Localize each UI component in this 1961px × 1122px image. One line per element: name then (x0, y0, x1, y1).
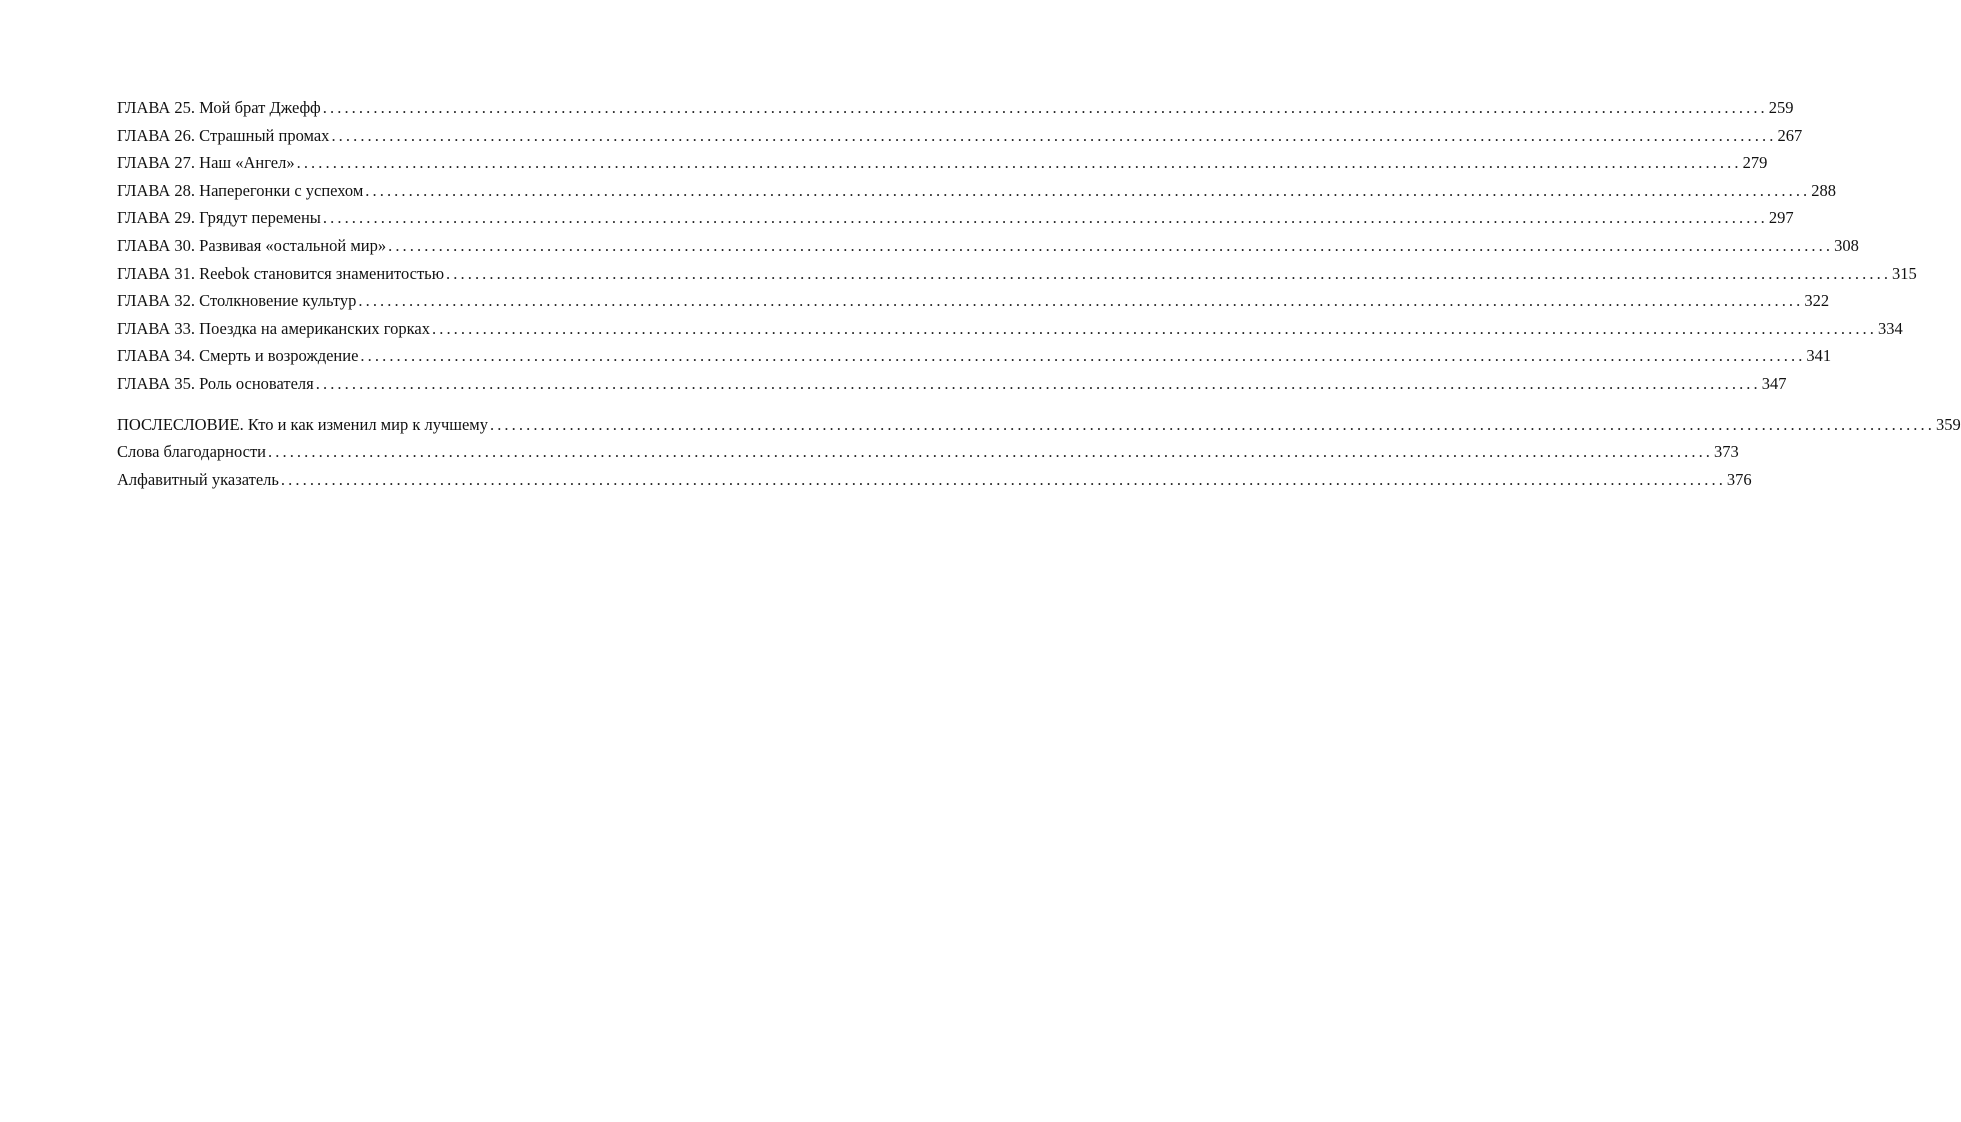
dot-leader: ........................................................................................................................................................................................................ (315, 373, 1761, 393)
dot-leader: ........................................................................................................................................................................................................ (360, 346, 1806, 366)
toc-entry-chapter-29 (117, 204, 1794, 232)
toc-entry-index (117, 466, 1752, 494)
toc-entry-acknowledgements (117, 438, 1739, 466)
toc-entry-title: ГЛАВА 27. Наш «Ангел» (117, 153, 295, 173)
toc-entry-title: ГЛАВА 34. Смерть и возрождение (117, 346, 359, 366)
dot-leader: ........................................................................................................................................................................................................ (489, 414, 1935, 434)
toc-entry-page: 315 (1892, 263, 1917, 283)
toc-entry-page: 288 (1811, 180, 1837, 200)
back-matter-list (117, 411, 1961, 494)
toc-entry-chapter-28 (117, 177, 1837, 205)
toc-entry-page: 297 (1768, 208, 1794, 228)
toc-entry-chapter-33 (117, 315, 1903, 343)
dot-leader: ........................................................................................................................................................................................................ (322, 98, 1768, 117)
toc-entry-title: ПОСЛЕСЛОВИЕ. Кто и как изменил мир к лучшему (117, 414, 488, 434)
toc-entry-chapter-30 (117, 232, 1859, 260)
toc-entry-title: ГЛАВА 31. Reebok становится знаменитостью (117, 263, 445, 283)
toc-entry-title: ГЛАВА 28. Наперегонки с успехом (117, 180, 364, 200)
dot-leader: ........................................................................................................................................................................................................ (365, 180, 1811, 200)
toc-entry-page: 359 (1935, 414, 1961, 434)
toc-entry-page: 308 (1834, 235, 1859, 255)
toc-entry-title: ГЛАВА 25. Мой брат Джефф (117, 98, 321, 117)
toc-entry-page: 334 (1878, 318, 1903, 338)
toc-entry-chapter-32 (117, 287, 1830, 315)
toc-entry-chapter-27 (117, 149, 1768, 177)
dot-leader: ........................................................................................................................................................................................................ (296, 153, 1742, 173)
dot-leader: ........................................................................................................................................................................................................ (322, 208, 1768, 228)
toc-entry-page: 279 (1742, 153, 1768, 173)
toc-entry-title: Слова благодарности (117, 442, 267, 462)
toc-entry-page: 341 (1806, 346, 1832, 366)
dot-leader: ........................................................................................................................................................................................................ (446, 263, 1892, 283)
toc-entry-title: ГЛАВА 29. Грядут перемены (117, 208, 321, 228)
toc-entry-title: Алфавитный указатель (117, 469, 279, 489)
toc-entry-page: 267 (1777, 125, 1803, 145)
toc-entry-page: 347 (1761, 373, 1787, 393)
dot-leader: ........................................................................................................................................................................................................ (331, 125, 1777, 145)
toc-entry-title: ГЛАВА 32. Столкновение культур (117, 291, 357, 311)
toc-entry-page: 373 (1714, 442, 1739, 462)
toc-entry-title: ГЛАВА 35. Роль основателя (117, 373, 314, 393)
toc-entry-chapter-25 (117, 94, 1794, 122)
toc-entry-title: ГЛАВА 33. Поездка на американских горках (117, 318, 430, 338)
chapter-list (117, 94, 1917, 398)
dot-leader: ........................................................................................................................................................................................................ (280, 469, 1726, 489)
dot-leader: ........................................................................................................................................................................................................ (358, 291, 1804, 311)
toc-entry-chapter-26 (117, 122, 1803, 150)
toc-entry-chapter-34 (117, 342, 1832, 370)
toc-entry-afterword (117, 411, 1961, 439)
dot-leader: ........................................................................................................................................................................................................ (432, 318, 1877, 338)
toc-entry-page: 259 (1768, 98, 1794, 117)
toc-entry-chapter-31 (117, 260, 1917, 288)
dot-leader: ........................................................................................................................................................................................................ (388, 235, 1834, 255)
toc-entry-page: 376 (1726, 469, 1752, 489)
toc-entry-chapter-35 (117, 370, 1787, 398)
toc-entry-page: 322 (1804, 291, 1830, 311)
table-of-contents (117, 94, 1961, 493)
toc-entry-title: ГЛАВА 26. Страшный промах (117, 125, 330, 145)
dot-leader: ........................................................................................................................................................................................................ (268, 442, 1714, 462)
toc-entry-title: ГЛАВА 30. Развивая «остальной мир» (117, 235, 387, 255)
